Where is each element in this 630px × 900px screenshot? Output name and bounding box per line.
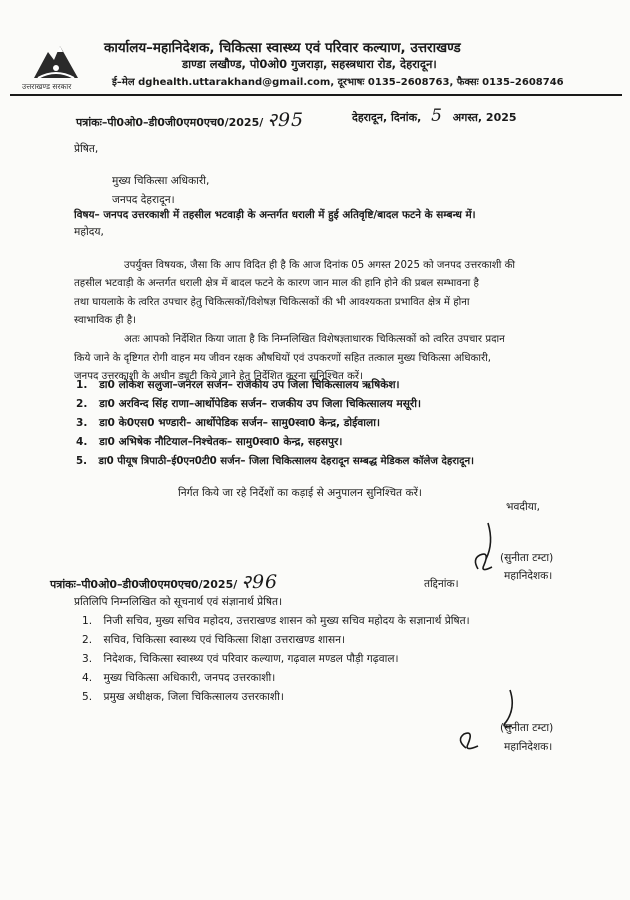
copy-ref-number-handwritten: २96	[241, 571, 279, 593]
signatory-title-1: महानिदेशक।	[504, 570, 553, 582]
recipient-text: मुख्य चिकित्सा अधिकारी, जनपद उत्तरकाशी।	[103, 672, 276, 684]
recipient-text: सचिव, चिकित्सा स्वास्थ्य एवं चिकित्सा शिक्षा उत्तराखण्ड शासन।	[103, 634, 346, 646]
doctor-list-item	[76, 414, 380, 433]
recipient-num: 1.	[82, 615, 93, 627]
recipient-num: 3.	[82, 653, 93, 665]
doctor-text: डा0 अभिषेक नौटियाल–निश्चेतक– सामु0स्वा0 केन्द्र, सहसपुर।	[99, 436, 343, 448]
body-1-line: तहसील भटवाड़ी के अन्तर्गत धराली क्षेत्र में बादल फटने के कारण जान माल की हानि होने की प्रबल सम्भावना है	[74, 278, 479, 289]
place-date-label: देहरादून, दिनांक,	[352, 111, 422, 124]
recipient-text: निजी सचिव, मुख्य सचिव महोदय, उत्तराखण्ड शासन को मुख्य सचिव महोदय के सज्ञानार्थ प्रेषित।	[103, 615, 470, 627]
signatory-name-1: (सुनीता टम्टा)	[500, 552, 554, 564]
recipient-text: प्रमुख अधीक्षक, जिला चिकित्सालय उत्तरकाशी।	[103, 691, 284, 703]
uttarakhand-emblem-icon	[28, 38, 84, 82]
sent-to: प्रेषित,	[74, 143, 99, 155]
body-1-line: तथा घायलाके के त्वरित उपचार हेतु चिकित्सकों/विशेषज्ञ चिकित्सकों की भी आवश्यकता प्रभावित क्षेत्र में होना	[74, 297, 470, 308]
letter-reference	[76, 106, 304, 132]
signatory-name-2: (सुनीता टम्टा)	[500, 722, 554, 734]
body-2-line: जनपद उत्तरकाशी के अधीन ड्यूटी किये जाने हेतु निर्देशित करना सुनिश्चित करें।	[74, 371, 363, 382]
org-address: डाण्डा लखौण्ड, पो0ओ0 गुजराड़ा, सहस्त्रधारा रोड, देहरादून।	[182, 57, 437, 71]
copy-recipient	[82, 688, 284, 707]
copy-recipient	[82, 612, 470, 631]
signature-1-scribble	[470, 515, 500, 575]
copy-intro: प्रतिलिपि निम्नलिखित को सूचनार्थ एवं संज्ञानार्थ प्रेषित।	[74, 596, 283, 608]
doctor-num: 2.	[76, 398, 88, 410]
ref-prefix: पत्रांकः–पी0ओ0–डी0जी0एम0एच0/2025/	[76, 116, 264, 129]
copy-recipient	[82, 631, 345, 650]
recipient-num: 2.	[82, 634, 93, 646]
addressee-line-2: जनपद देहरादून।	[112, 194, 175, 206]
doctor-num: 4.	[76, 436, 88, 448]
logo-caption: उत्तराखण्ड सरकार	[22, 82, 72, 91]
letter-date	[352, 106, 517, 126]
body-2-line: अतः आपको निर्देशित किया जाता है कि निम्नलिखित विशेषज्ञ्ताधारक चिकित्सकों को त्वरित उपचार प्रदान	[124, 334, 505, 345]
copy-recipient	[82, 650, 399, 669]
doctor-list-item	[76, 433, 342, 452]
doctor-list-item	[76, 376, 400, 395]
body-1-line: उपर्युक्त विषयक, जैसा कि आप विदित ही है कि आज दिनांक 05 अगस्त 2025 को जनपद उत्तरकाशी की	[124, 260, 516, 271]
org-title: कार्यालय–महानिदेशक, चिकित्सा स्वास्थ्य एवं परिवार कल्याण, उत्तराखण्ड	[104, 40, 461, 56]
doctor-text: डा0 लोकेश सलुजा–जनरल सर्जन– राजकीय उप जिला चिकित्सालय ऋषिकेश।	[99, 379, 400, 391]
doctor-text: डा0 पीयूष त्रिपाठी–ई0एन0टी0 सर्जन– जिला चिकित्सालय देहरादून सम्बद्ध मेडिकल कॉलेज देहरादून।	[98, 456, 475, 467]
compliance-note: निर्गत किये जा रहे निर्देशों का कड़ाई से अनुपालन सुनिश्चित करें।	[178, 487, 422, 499]
copy-reference	[50, 568, 278, 594]
doctor-text: डा0 अरविन्द सिंह राणा–आर्थोपेडिक सर्जन– राजकीय उप जिला चिकित्सालय मसूरी।	[99, 398, 421, 410]
copy-same-date: तद्दिनांक।	[424, 578, 459, 590]
recipient-num: 5.	[82, 691, 93, 703]
date-rest: अगस्त, 2025	[452, 111, 517, 124]
doctor-num: 1.	[76, 379, 88, 391]
signatory-title-2: महानिदेशक।	[504, 741, 553, 753]
recipient-text: निदेशक, चिकित्सा स्वास्थ्य एवं परिवार कल्याण, गढ़वाल मण्डल पौड़ी गढ़वाल।	[103, 653, 399, 665]
addressee-line-1: मुख्य चिकित्सा अधिकारी,	[112, 175, 210, 187]
doctor-text: डा0 के0एस0 भण्डारी– आर्थोपेडिक सर्जन– सामु0स्वा0 केन्द्र, डोईवाला।	[99, 417, 380, 429]
recipient-num: 4.	[82, 672, 93, 684]
doctor-list-item	[76, 395, 421, 414]
closing: भवदीया,	[506, 501, 540, 513]
doctor-num: 3.	[76, 417, 88, 429]
letter-subject: विषय– जनपद उत्तरकाशी में तहसील भटवाड़ी के अन्तर्गत धराली में हुई अतिवृष्टि/बादल फटने के सम्बन्ध में।	[74, 209, 476, 221]
doctor-num: 5.	[76, 456, 87, 467]
date-day-handwritten: 5	[431, 106, 443, 126]
ref-number-handwritten: २95	[267, 109, 305, 131]
copy-ref-prefix: पत्रांकः–पी0ओ0–डी0जी0एम0एच0/2025/	[50, 578, 238, 591]
copy-recipient	[82, 669, 275, 688]
body-2-line: किये जाने के दृष्टिगत रोगी वाहन मय जीवन रक्षक औषधियों एवं उपकरणों सहित तत्काल मुख्य चिकित्सा अधिकारी,	[74, 353, 492, 364]
salutation: महोदय,	[74, 226, 104, 238]
doctor-list-item	[76, 452, 474, 471]
body-1-line: स्वाभाविक ही है।	[74, 315, 136, 326]
header-divider	[10, 94, 622, 96]
org-contact: ई–मेल dghealth.uttarakhand@gmail.com, दूरभाषः 0135–2608763, फैक्सः 0135–2608746	[112, 77, 564, 88]
